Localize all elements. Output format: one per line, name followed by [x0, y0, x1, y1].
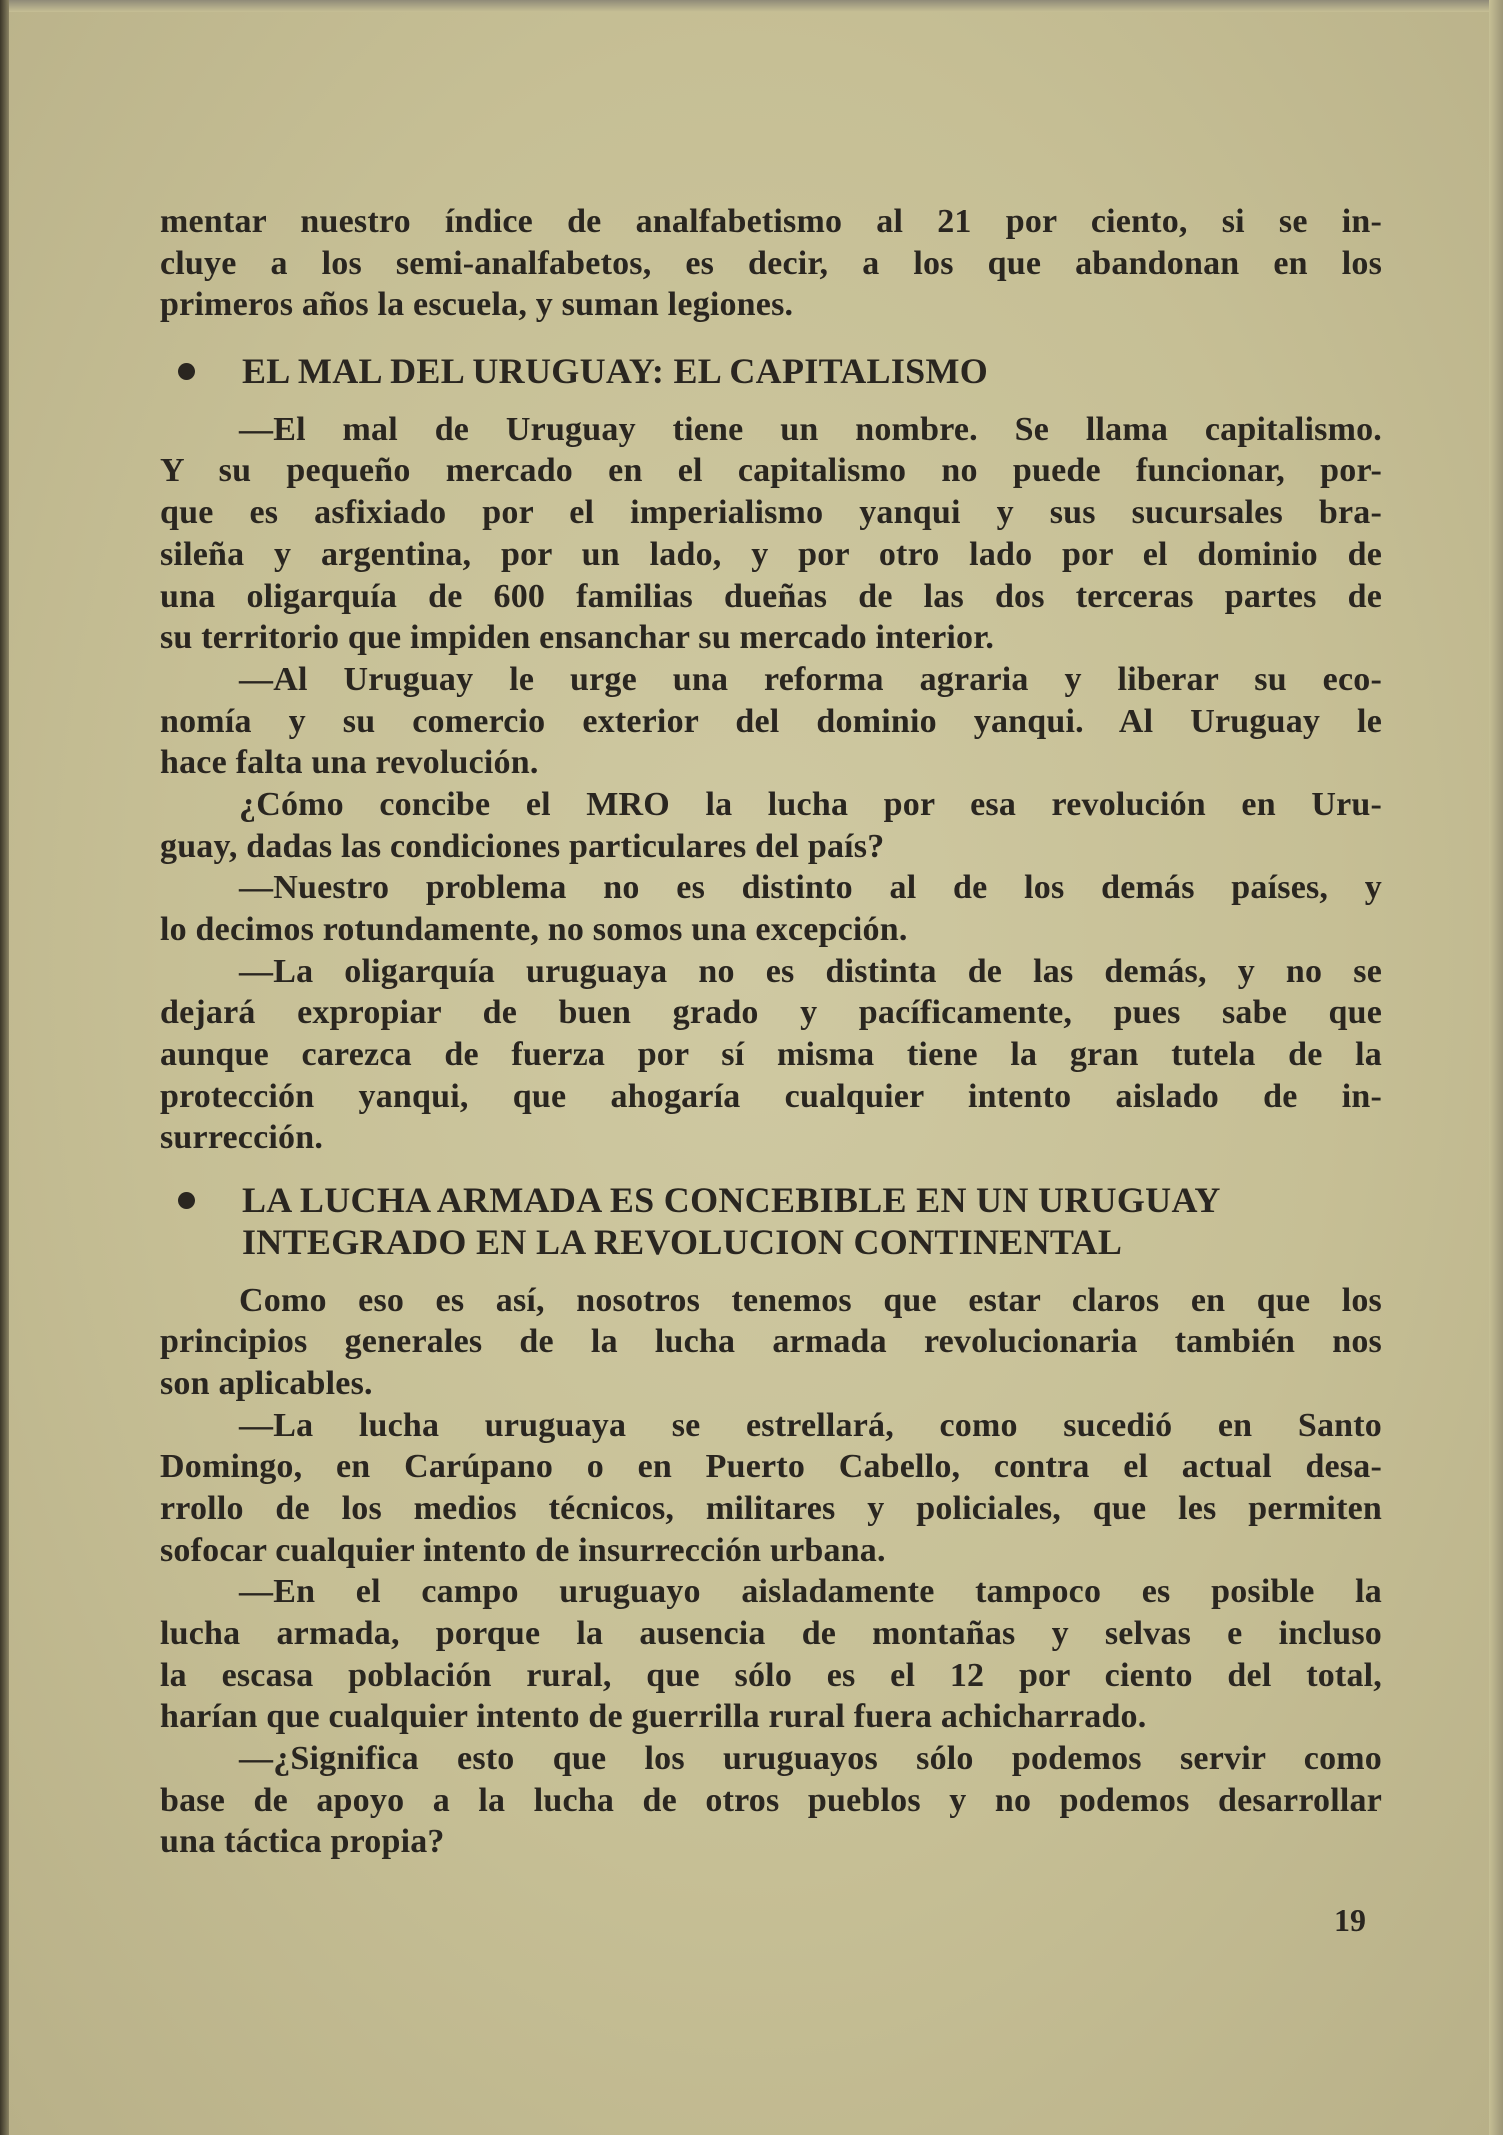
text-line: sofocar cualquier intento de insurrección urbana.: [160, 1531, 886, 1569]
text-line: mentar nuestro índice de analfabetismo al 21 por ciento, si se in-: [160, 203, 1382, 240]
text-line: Como eso es así, nosotros tenemos que estar claros en que los: [239, 1281, 1382, 1319]
text-line: nomía y su comercio exterior del dominio yanqui. Al Uruguay le: [160, 702, 1382, 740]
text-line: que es asfixiado por el imperialismo yanqui y sus sucursales bra-: [160, 494, 1382, 532]
text-line: una táctica propia?: [160, 1823, 445, 1861]
text-line: —Nuestro problema no es distinto al de los demás países, y: [239, 869, 1382, 907]
text-line: principios generales de la lucha armada revolucionaria también nos: [160, 1323, 1382, 1361]
section-heading: [160, 351, 1382, 393]
text-line: cluye a los semi-analfabetos, es decir, a los que abandonan en los: [160, 244, 1382, 282]
paragraph: [160, 659, 1382, 784]
paragraph: [160, 951, 1382, 1159]
paragraph: [160, 1571, 1382, 1738]
paragraph: [160, 1405, 1382, 1572]
section-heading: [160, 1180, 1382, 1263]
text-line: —La oligarquía uruguaya no es distinta de las demás, y no se: [239, 952, 1382, 990]
text-line: rrollo de los medios técnicos, militares y policiales, que les permiten: [160, 1489, 1382, 1527]
page-number: 19: [1334, 1902, 1366, 1938]
text-line: —¿Significa esto que los uruguayos sólo podemos servir como: [239, 1740, 1382, 1778]
page-top-edge: [0, 0, 1503, 12]
text-line: Y su pequeño mercado en el capitalismo no puede funcionar, por-: [160, 452, 1382, 490]
bullet-icon: [178, 1192, 195, 1209]
paragraph: [160, 784, 1382, 867]
text-line: guay, dadas las condiciones particulares del país?: [160, 827, 885, 865]
text-line: Domingo, en Carúpano o en Puerto Cabello, contra el actual desa-: [160, 1448, 1382, 1486]
text-line: harían que cualquier intento de guerrilla rural fuera achicharrado.: [160, 1698, 1147, 1736]
text-line: lo decimos rotundamente, no somos una excepción.: [160, 911, 908, 948]
bullet-icon: [178, 363, 195, 380]
text-line: base de apoyo a la lucha de otros pueblos y no podemos desarrollar: [160, 1781, 1382, 1819]
text-line: la escasa población rural, que sólo es el 12 por ciento del total,: [160, 1656, 1382, 1694]
text-line: —La lucha uruguaya se estrellará, como sucedió en Santo: [239, 1406, 1382, 1444]
text-line: —Al Uruguay le urge una reforma agraria y liberar su eco-: [239, 660, 1382, 698]
text-line: ¿Cómo concibe el MRO la lucha por esa revolución en Uru-: [239, 785, 1382, 823]
text-line: son aplicables.: [160, 1364, 373, 1402]
heading-line: LA LUCHA ARMADA ES CONCEBIBLE EN UN URUGUAY: [242, 1180, 1221, 1221]
paragraph: [160, 409, 1382, 659]
text-line: —El mal de Uruguay tiene un nombre. Se llama capitalismo.: [239, 410, 1382, 448]
text-line: dejará expropiar de buen grado y pacíficamente, pues sabe que: [160, 994, 1382, 1032]
page-right-edge: [1489, 0, 1503, 2135]
paragraph: [160, 867, 1382, 950]
text-line: su territorio que impiden ensanchar su mercado interior.: [160, 619, 995, 657]
text-line: protección yanqui, que ahogaría cualquier intento aislado de in-: [160, 1077, 1382, 1115]
paragraph: [160, 1280, 1382, 1405]
paragraph: [160, 1738, 1382, 1863]
text-line: aunque carezca de fuerza por sí misma tiene la gran tutela de la: [160, 1036, 1382, 1074]
text-line: primeros años la escuela, y suman legiones.: [160, 286, 794, 324]
heading-line: INTEGRADO EN LA REVOLUCION CONTINENTAL: [242, 1221, 1123, 1262]
text-line: —En el campo uruguayo aisladamente tampoco es posible la: [239, 1573, 1382, 1611]
text-line: hace falta una revolución.: [160, 744, 539, 782]
page-body: [160, 201, 1382, 1863]
heading-line: EL MAL DEL URUGUAY: EL CAPITALISMO: [242, 351, 989, 392]
text-line: una oligarquía de 600 familias dueñas de las dos terceras partes de: [160, 577, 1382, 615]
text-line: surrección.: [160, 1119, 324, 1157]
text-line: lucha armada, porque la ausencia de montañas y selvas e incluso: [160, 1615, 1382, 1652]
paragraph: [160, 201, 1382, 326]
text-line: sileña y argentina, por un lado, y por otro lado por el dominio de: [160, 535, 1382, 573]
book-binding-edge: [0, 0, 9, 2135]
